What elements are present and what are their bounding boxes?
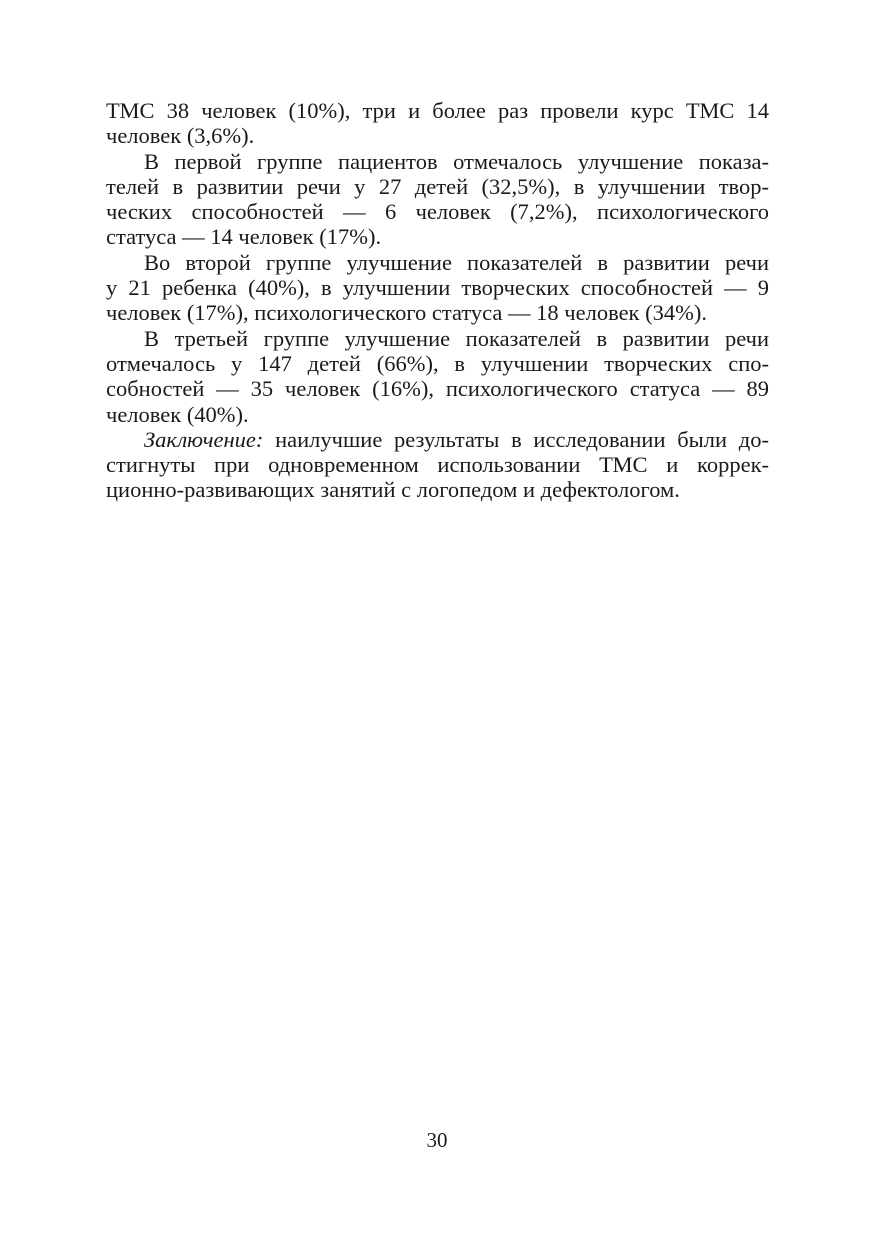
text-line: ционно-развивающих занятий с логопедом и дефектологом. (106, 477, 680, 503)
text-line: человек (3,6%). (106, 123, 255, 149)
text-line: отмечалось у 147 детей (66%), в улучшении творческих спо- (106, 350, 769, 376)
text-line (106, 427, 769, 452)
text-line: человек (40%). (106, 401, 249, 427)
text-line: В третьей группе улучшение показателей в развитии речи (144, 325, 769, 351)
conclusion-text: наилучшие результаты в исследовании были до- (263, 426, 769, 452)
text-line: телей в развитии речи у 27 детей (32,5%), в улучшении твор- (106, 173, 769, 199)
paragraph-third-group (106, 326, 769, 427)
body-text (106, 98, 769, 503)
text-line: Во второй группе улучшение показателей в развитии речи (144, 249, 769, 275)
text-line: человек (17%), психологического статуса — 18 человек (34%). (106, 300, 707, 326)
text-line: стигнуты при одновременном использовании ТМС и коррек- (106, 452, 769, 478)
paragraph-continuation (106, 98, 769, 149)
page-number: 30 (426, 1128, 448, 1152)
text-line: статуса — 14 человек (17%). (106, 224, 382, 250)
text-line: В первой группе пациентов отмечалось улучшение показа- (144, 148, 769, 174)
text-line: ческих способностей — 6 человек (7,2%), психологического (106, 199, 769, 225)
text-line: ТМС 38 человек (10%), три и более раз провели курс ТМС 14 (106, 98, 769, 123)
text-line: у 21 ребенка (40%), в улучшении творческих способностей — 9 (106, 275, 769, 301)
paragraph-second-group (106, 250, 769, 326)
paragraph-first-group (106, 149, 769, 250)
text-line: собностей — 35 человек (16%), психологического статуса — 89 (106, 376, 769, 402)
paragraph-conclusion (106, 427, 769, 503)
conclusion-label: Заключение: (144, 426, 264, 452)
